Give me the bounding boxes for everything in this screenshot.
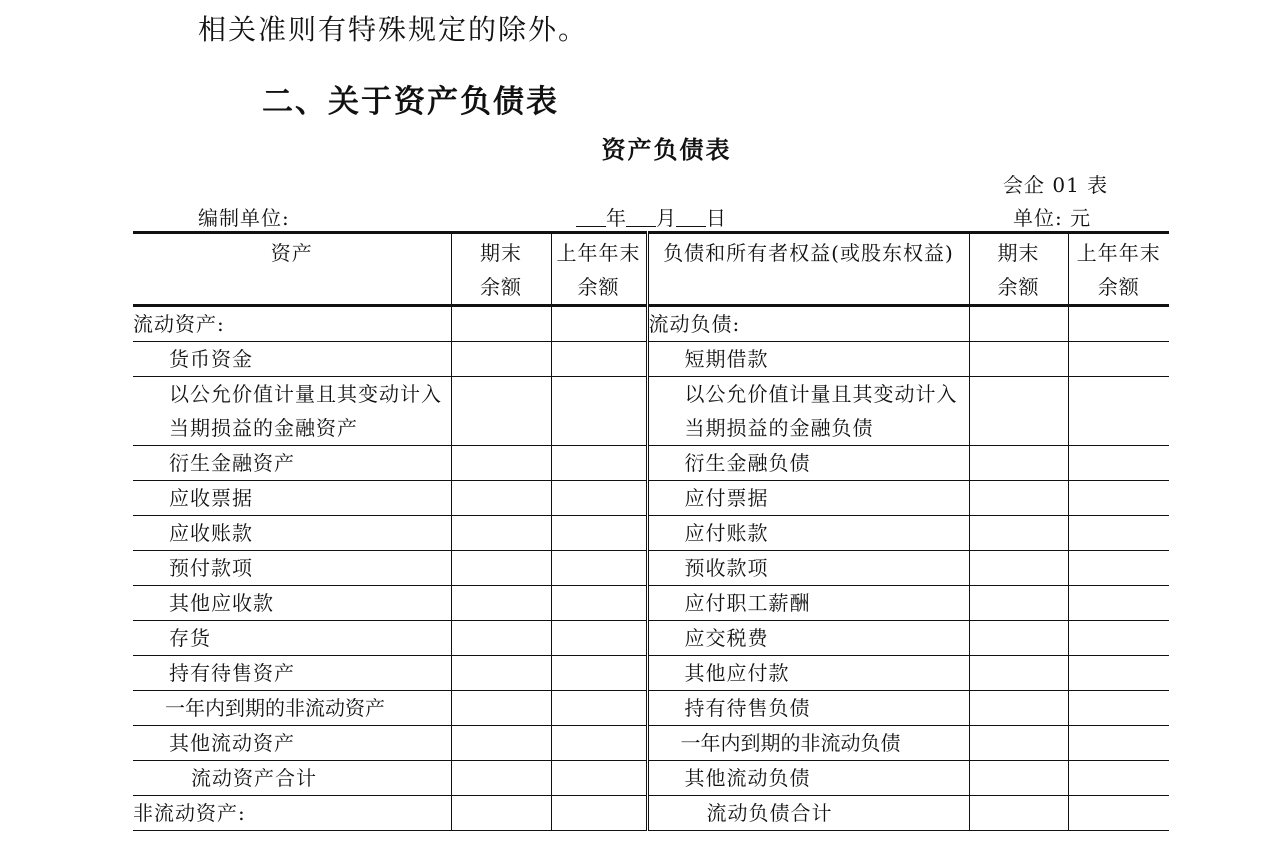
amount-cell[interactable] [1068,377,1169,446]
asset-cell: 应收账款 [133,516,451,551]
amount-cell[interactable] [451,481,551,516]
amount-cell[interactable] [451,516,551,551]
amount-cell[interactable] [551,306,647,342]
amount-cell[interactable] [1068,726,1169,761]
liability-cell-line2: 当期损益的金融负债 [684,416,874,440]
table-row [133,342,1169,377]
header-end-balance-2 [969,233,1068,306]
amount-cell[interactable] [969,691,1068,726]
amount-cell[interactable] [1068,342,1169,377]
amount-cell[interactable] [969,796,1068,831]
liability-cell: 持有待售负债 [647,691,969,726]
asset-cell: 流动资产合计 [133,761,451,796]
table-row [133,656,1169,691]
table-row [133,586,1169,621]
table-row [133,306,1169,342]
header-prev-balance-line2: 余额 [577,275,620,299]
header-end-balance-line2: 余额 [480,275,522,299]
amount-cell[interactable] [1068,621,1169,656]
liability-cell: 流动负债合计 [647,796,969,831]
amount-cell[interactable] [969,551,1068,586]
asset-cell-line2: 当期损益的金融资产 [169,416,358,440]
amount-cell[interactable] [1068,446,1169,481]
table-row [133,377,1169,446]
asset-cell: 非流动资产: [133,796,451,831]
amount-cell[interactable] [969,446,1068,481]
amount-cell[interactable] [1068,551,1169,586]
header-end-balance-2-line1: 期末 [997,241,1040,265]
amount-cell[interactable] [551,586,647,621]
amount-cell[interactable] [1068,516,1169,551]
amount-cell[interactable] [969,761,1068,796]
amount-cell[interactable] [969,377,1068,446]
amount-cell[interactable] [1068,306,1169,342]
amount-cell[interactable] [451,796,551,831]
month-blank [626,206,656,227]
header-prev-balance-2-line2: 余额 [1097,275,1140,299]
liability-cell: 其他流动负债 [647,761,969,796]
liability-cell: 一年内到期的非流动负债 [647,726,969,761]
date-line [576,202,726,231]
amount-cell[interactable] [969,726,1068,761]
year-label: 年 [606,206,626,230]
amount-cell[interactable] [969,586,1068,621]
table-row [133,446,1169,481]
amount-cell[interactable] [969,656,1068,691]
asset-cell: 其他流动资产 [133,726,451,761]
asset-cell-line1: 以公允价值计量且其变动计入 [169,382,442,406]
liability-cell: 应付账款 [647,516,969,551]
liability-cell-line1: 以公允价值计量且其变动计入 [684,382,958,406]
liability-cell: 其他应付款 [647,656,969,691]
liability-cell: 短期借款 [647,342,969,377]
liability-cell: 应付票据 [647,481,969,516]
amount-cell[interactable] [969,342,1068,377]
day-label: 日 [706,206,726,230]
header-prev-balance-line1: 上年年末 [556,241,641,265]
amount-cell[interactable] [551,446,647,481]
header-liabilities: 负债和所有者权益(或股东权益) [647,233,969,306]
intro-text: 相关准则有特殊规定的除外。 [198,13,589,46]
table-row [133,726,1169,761]
liability-cell: 预收款项 [647,551,969,586]
amount-cell[interactable] [969,481,1068,516]
asset-cell: 衍生金融资产 [133,446,451,481]
amount-cell[interactable] [969,621,1068,656]
header-prev-balance-2-line1: 上年年末 [1076,241,1161,265]
table-row [133,621,1169,656]
balance-sheet-table [133,231,1169,831]
amount-cell[interactable] [969,516,1068,551]
amount-cell[interactable] [451,377,551,446]
amount-cell[interactable] [551,516,647,551]
amount-cell[interactable] [551,656,647,691]
amount-cell[interactable] [1068,796,1169,831]
asset-cell: 持有待售资产 [133,656,451,691]
asset-cell [133,377,451,446]
amount-cell[interactable] [551,726,647,761]
amount-cell[interactable] [551,761,647,796]
table-row [133,796,1169,831]
amount-cell[interactable] [551,342,647,377]
amount-cell[interactable] [451,656,551,691]
table-row [133,516,1169,551]
header-row [133,233,1169,306]
asset-cell: 货币资金 [133,342,451,377]
header-prev-balance [551,233,647,306]
amount-cell[interactable] [1068,691,1169,726]
header-end-balance-2-line2: 余额 [997,275,1040,299]
table-title: 资产负债表 [601,135,732,164]
amount-cell[interactable] [451,726,551,761]
compiler-label: 编制单位: [198,206,290,230]
table-row [133,481,1169,516]
amount-cell[interactable] [1068,586,1169,621]
header-assets: 资产 [133,233,451,306]
asset-cell: 存货 [133,621,451,656]
table-row [133,761,1169,796]
form-code: 会企 01 表 [1003,173,1109,197]
asset-cell: 流动资产: [133,306,451,342]
asset-cell: 应收票据 [133,481,451,516]
amount-cell[interactable] [451,446,551,481]
year-blank [576,206,606,227]
asset-cell: 预付款项 [133,551,451,586]
liability-cell: 应付职工薪酬 [647,586,969,621]
asset-cell: 一年内到期的非流动资产 [133,691,451,726]
amount-cell[interactable] [451,342,551,377]
asset-cell: 其他应收款 [133,586,451,621]
table-row [133,551,1169,586]
header-prev-balance-2 [1068,233,1169,306]
liability-cell: 应交税费 [647,621,969,656]
amount-cell[interactable] [551,551,647,586]
unit-label: 单位: 元 [1013,206,1092,230]
table-row [133,691,1169,726]
amount-cell[interactable] [551,796,647,831]
amount-cell[interactable] [551,691,647,726]
liability-cell [647,377,969,446]
amount-cell[interactable] [451,306,551,342]
amount-cell[interactable] [1068,761,1169,796]
amount-cell[interactable] [551,481,647,516]
amount-cell[interactable] [451,761,551,796]
liability-cell: 衍生金融负债 [647,446,969,481]
amount-cell[interactable] [451,621,551,656]
amount-cell[interactable] [451,691,551,726]
section-heading: 二、关于资产负债表 [262,84,559,120]
amount-cell[interactable] [551,377,647,446]
day-blank [676,206,706,227]
amount-cell[interactable] [451,551,551,586]
amount-cell[interactable] [551,621,647,656]
amount-cell[interactable] [1068,656,1169,691]
header-end-balance [451,233,551,306]
amount-cell[interactable] [1068,481,1169,516]
header-end-balance-line1: 期末 [480,241,522,265]
amount-cell[interactable] [451,586,551,621]
amount-cell[interactable] [969,306,1068,342]
liability-cell: 流动负债: [647,306,969,342]
month-label: 月 [656,206,676,230]
